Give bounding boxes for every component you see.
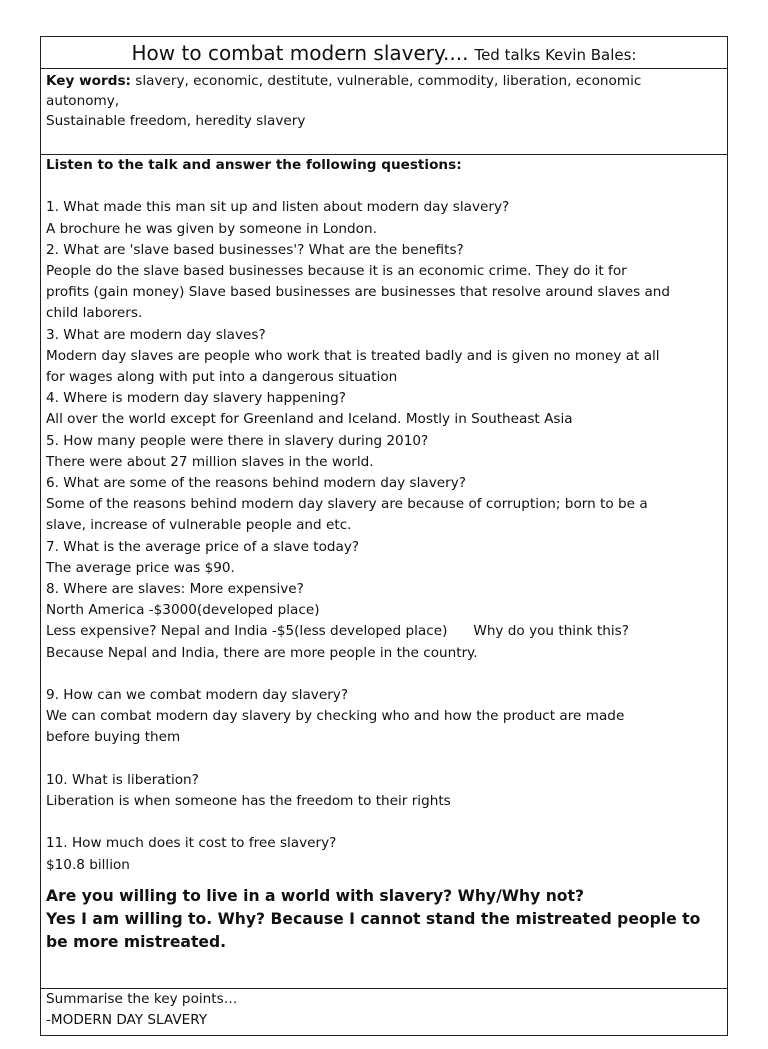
reflection-answer-line-2: be more mistreated.	[46, 932, 227, 951]
answer-7: The average price was $90.	[46, 559, 235, 576]
question-3: 3. What are modern day slaves?	[46, 326, 266, 343]
answer-3-line-2: for wages along with put into a dangerous situation	[46, 369, 398, 386]
page-subtitle: Ted talks Kevin Bales:	[474, 46, 637, 64]
spacer	[46, 664, 722, 685]
answer-2-line-3: child laborers.	[46, 305, 143, 322]
answer-11: $10.8 billion	[46, 856, 130, 873]
answer-2-line-1: People do the slave based businesses because it is an economic crime. They do it for	[46, 263, 627, 279]
page-title: How to combat modern slavery....	[131, 41, 469, 65]
question-4: 4. Where is modern day slavery happening?	[46, 390, 346, 407]
reflection-block	[46, 885, 722, 954]
keywords-section	[41, 69, 727, 155]
answer-8-line-1: North America -$3000(developed place)	[46, 602, 320, 619]
question-2: 2. What are 'slave based businesses'? What are the benefits?	[46, 241, 464, 258]
keywords-line-2: autonomy,	[46, 93, 120, 109]
questions-section	[41, 155, 727, 989]
answer-10: Liberation is when someone has the freedom to their rights	[46, 793, 451, 810]
question-8: 8. Where are slaves: More expensive?	[46, 581, 304, 598]
question-10: 10. What is liberation?	[46, 771, 199, 788]
reflection-answer-line-1: Yes I am willing to. Why? Because I cannot stand the mistreated people to	[46, 909, 701, 928]
answer-9-line-2: before buying them	[46, 729, 181, 746]
question-1: 1. What made this man sit up and listen about modern day slavery?	[46, 199, 510, 216]
answer-8-line-2	[46, 621, 722, 642]
worksheet	[40, 36, 728, 1036]
answer-5: There were about 27 million slaves in the world.	[46, 453, 374, 470]
summary-section	[41, 989, 727, 1049]
question-8-why: Why do you think this?	[473, 623, 629, 640]
question-6: 6. What are some of the reasons behind modern day slavery?	[46, 475, 466, 492]
spacer	[46, 812, 722, 833]
answer-8-less-expensive: Less expensive? Nepal and India -$5(less developed place)	[46, 623, 448, 640]
answer-6-line-1: Some of the reasons behind modern day slavery are because of corruption; born to be a	[46, 496, 648, 513]
question-11: 11. How much does it cost to free slavery?	[46, 835, 337, 852]
answer-4: All over the world except for Greenland and Iceland. Mostly in Southeast Asia	[46, 411, 573, 428]
keywords-line-1: slavery, economic, destitute, vulnerable, commodity, liberation, economic	[135, 73, 642, 89]
keywords-label: Key words:	[46, 73, 131, 89]
keywords-line-3: Sustainable freedom, heredity slavery	[46, 113, 306, 129]
reflection-question: Are you willing to live in a world with slavery? Why/Why not?	[46, 886, 585, 905]
answer-8-line-3: Because Nepal and India, there are more people in the country.	[46, 644, 478, 661]
answer-2-line-2: profits (gain money) Slave based businesses are businesses that resolve around slaves and	[46, 284, 671, 301]
summary-point-1: -MODERN DAY SLAVERY	[46, 1012, 208, 1028]
question-9: 9. How can we combat modern day slavery?	[46, 687, 349, 704]
summary-label: Summarise the key points…	[46, 991, 238, 1007]
question-5: 5. How many people were there in slavery during 2010?	[46, 432, 429, 449]
answer-3-line-1: Modern day slaves are people who work that is treated badly and is given no money at all	[46, 347, 660, 364]
title-row	[41, 37, 727, 69]
instruction: Listen to the talk and answer the following questions:	[46, 157, 462, 173]
spacer	[46, 176, 722, 197]
spacer	[46, 749, 722, 770]
answer-9-line-1: We can combat modern day slavery by checking who and how the product are made	[46, 708, 625, 725]
answer-6-line-2: slave, increase of vulnerable people and etc.	[46, 517, 352, 534]
answer-1: A brochure he was given by someone in London.	[46, 220, 377, 237]
question-7: 7. What is the average price of a slave today?	[46, 538, 360, 555]
